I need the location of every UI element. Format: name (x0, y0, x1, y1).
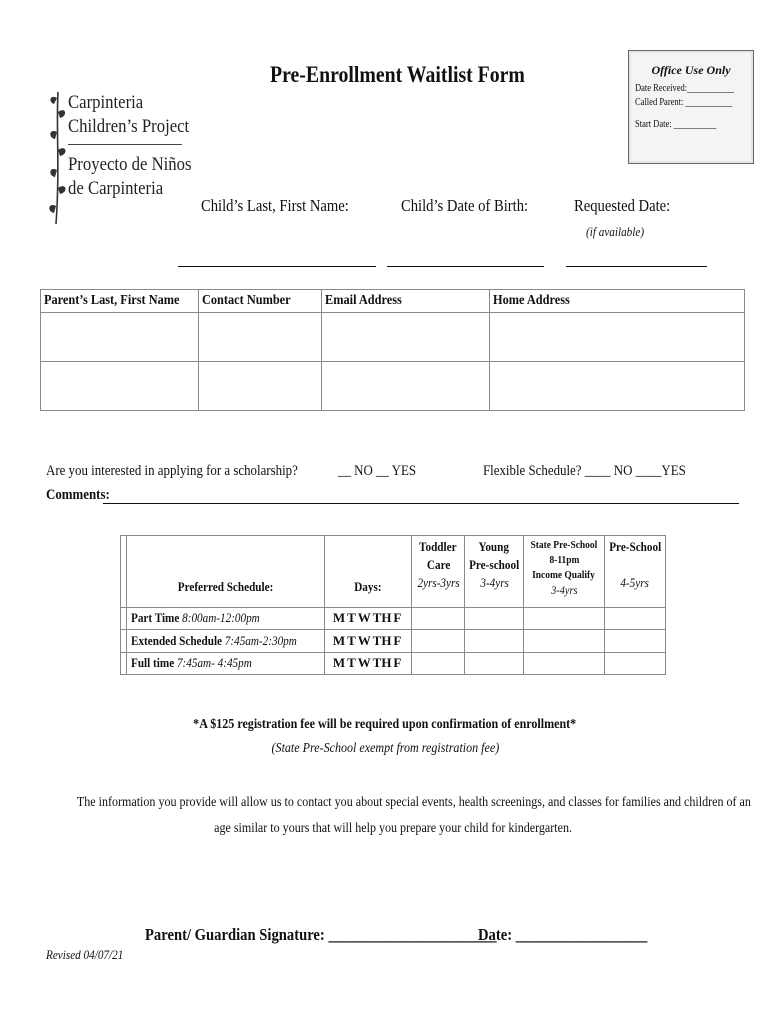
guardian-signature-field[interactable]: Parent/ Guardian Signature: _______________________ (145, 925, 497, 944)
form-title: Pre-Enrollment Waitlist Form (270, 62, 525, 87)
parent-name-cell[interactable] (41, 362, 199, 411)
table-row (121, 652, 666, 675)
schedule-cell[interactable] (604, 652, 665, 675)
table-row (41, 362, 745, 411)
logo-text-line: Children’s Project (68, 116, 190, 137)
fee-notice: *A $125 registration fee will be required upon confirmation of enrollment* (193, 717, 577, 732)
parent-name-cell[interactable] (41, 313, 199, 362)
email-address-cell[interactable] (321, 362, 489, 411)
called-parent-field[interactable]: Called Parent: ___________ (635, 97, 733, 108)
email-address-cell[interactable] (321, 313, 489, 362)
info-text: age similar to yours that will help you prepare your child for kindergarten. (214, 821, 572, 836)
child-dob-input-line[interactable] (387, 266, 544, 267)
schedule-cell[interactable] (524, 607, 604, 629)
logo-text-line: Carpinteria (68, 92, 144, 113)
logo-divider (68, 144, 182, 145)
schedule-cell[interactable] (604, 630, 665, 652)
schedule-cell[interactable] (465, 652, 524, 675)
schedule-cell[interactable] (604, 607, 665, 629)
child-name-input-line[interactable] (178, 266, 376, 267)
column-header: Parent’s Last, First Name (41, 290, 199, 313)
office-use-box (628, 50, 754, 164)
revision-date: Revised 04/07/21 (46, 947, 124, 962)
days-selector[interactable]: M T W TH F (324, 652, 412, 675)
logo-text-line: de Carpinteria (68, 178, 164, 199)
organization-logo (46, 88, 196, 228)
days-selector[interactable]: M T W TH F (324, 630, 412, 652)
plant-sprig-icon (46, 88, 70, 228)
home-address-cell[interactable] (489, 313, 744, 362)
start-date-field[interactable]: Start Date: __________ (635, 119, 717, 130)
signature-date-field[interactable]: Date: __________________ (478, 925, 648, 944)
program-young-preschool: Young Pre-school 3-4yrs (465, 536, 524, 608)
office-use-title: Office Use Only (651, 63, 731, 77)
parent-info-table (40, 289, 745, 411)
fee-exempt-note: (State Pre-School exempt from registration fee) (271, 741, 499, 756)
requested-date-input-line[interactable] (566, 266, 707, 267)
comments-input-line[interactable] (103, 503, 739, 504)
schedule-cell[interactable] (524, 630, 604, 652)
contact-number-cell[interactable] (198, 313, 321, 362)
schedule-cell[interactable] (412, 630, 465, 652)
info-text: The information you provide will allow us to contact you about special events, health screenings, and classes for families and children of an (76, 795, 751, 810)
requested-date-label: Requested Date: (574, 196, 671, 215)
column-header: Home Address (489, 290, 744, 313)
table-row (121, 630, 666, 652)
schedule-cell[interactable] (412, 652, 465, 675)
program-toddler-care: Toddler Care 2yrs-3yrs (412, 536, 465, 608)
schedule-extended: Extended Schedule 7:45am-2:30pm (127, 630, 325, 652)
program-state-preschool: State Pre-School 8-11pm Income Qualify 3-4yrs (524, 536, 604, 608)
flexible-schedule-options[interactable]: Flexible Schedule? ____ NO ____YES (483, 463, 686, 479)
schedule-part-time: Part Time 8:00am-12:00pm (127, 607, 325, 629)
preferred-schedule-header: Preferred Schedule: (127, 536, 325, 608)
comments-label: Comments: (46, 487, 110, 503)
schedule-cell[interactable] (465, 607, 524, 629)
column-header: Email Address (321, 290, 489, 313)
schedule-cell[interactable] (412, 607, 465, 629)
column-header: Contact Number (198, 290, 321, 313)
child-name-label: Child’s Last, First Name: (201, 196, 349, 215)
program-preschool: Pre-School 4-5yrs (604, 536, 665, 608)
schedule-full-time: Full time 7:45am- 4:45pm (127, 652, 325, 675)
schedule-table (120, 535, 666, 675)
home-address-cell[interactable] (489, 362, 744, 411)
days-selector[interactable]: M T W TH F (324, 607, 412, 629)
days-header: Days: (324, 536, 412, 608)
scholarship-question: Are you interested in applying for a scholarship? (46, 463, 298, 479)
scholarship-options[interactable]: __ NO __ YES (338, 463, 417, 479)
child-dob-label: Child’s Date of Birth: (401, 196, 529, 215)
table-row (41, 313, 745, 362)
logo-text-line: Proyecto de Niños (68, 154, 192, 175)
table-row (121, 607, 666, 629)
date-received-field[interactable]: Date Received:___________ (635, 83, 734, 94)
contact-number-cell[interactable] (198, 362, 321, 411)
requested-date-note: (if available) (586, 224, 645, 239)
schedule-cell[interactable] (465, 630, 524, 652)
schedule-cell[interactable] (524, 652, 604, 675)
